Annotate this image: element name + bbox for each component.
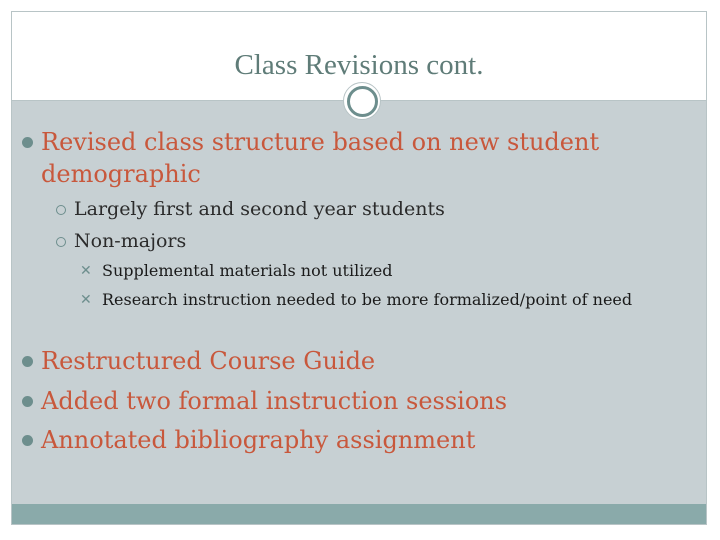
sub-bullet-text: Non-majors bbox=[74, 230, 187, 252]
bullet-dot-icon bbox=[22, 435, 33, 446]
slide-title: Class Revisions cont. bbox=[234, 49, 484, 81]
bullet-text bbox=[41, 126, 599, 190]
sub-sub-bullet-text: Research instruction needed to be more formalized/point of need bbox=[102, 290, 633, 309]
sub-bullet-item bbox=[56, 194, 445, 224]
bullet-item bbox=[22, 424, 475, 456]
footer-bar bbox=[12, 504, 706, 524]
slide-content bbox=[12, 12, 706, 524]
sub-bullet-text: Largely first and second year students bbox=[74, 198, 445, 220]
sub-bullet-item bbox=[56, 226, 186, 256]
bullet-item bbox=[22, 385, 507, 417]
sub-sub-bullet-item bbox=[80, 286, 632, 314]
x-bullet-icon: ✕ bbox=[80, 263, 92, 279]
ring-bullet-icon bbox=[56, 237, 66, 247]
bullet-dot-icon bbox=[22, 137, 33, 148]
ring-bullet-icon bbox=[56, 205, 66, 215]
bullet-text: Added two formal instruction sessions bbox=[41, 387, 508, 415]
bullet-text: Annotated bibliography assignment bbox=[41, 426, 476, 454]
bullet-text: Restructured Course Guide bbox=[41, 347, 376, 375]
bullet-item bbox=[22, 126, 622, 190]
bullet-dot-icon bbox=[22, 396, 33, 407]
bullet-item bbox=[22, 345, 375, 377]
slide-frame bbox=[11, 11, 707, 525]
bullet-text-line: Revised class structure based on new student bbox=[41, 128, 600, 156]
bullet-dot-icon bbox=[22, 356, 33, 367]
sub-sub-bullet-text: Supplemental materials not utilized bbox=[102, 261, 393, 280]
x-bullet-icon: ✕ bbox=[80, 292, 92, 308]
sub-sub-bullet-item bbox=[80, 257, 392, 285]
bullet-text-line: demographic bbox=[41, 160, 201, 188]
